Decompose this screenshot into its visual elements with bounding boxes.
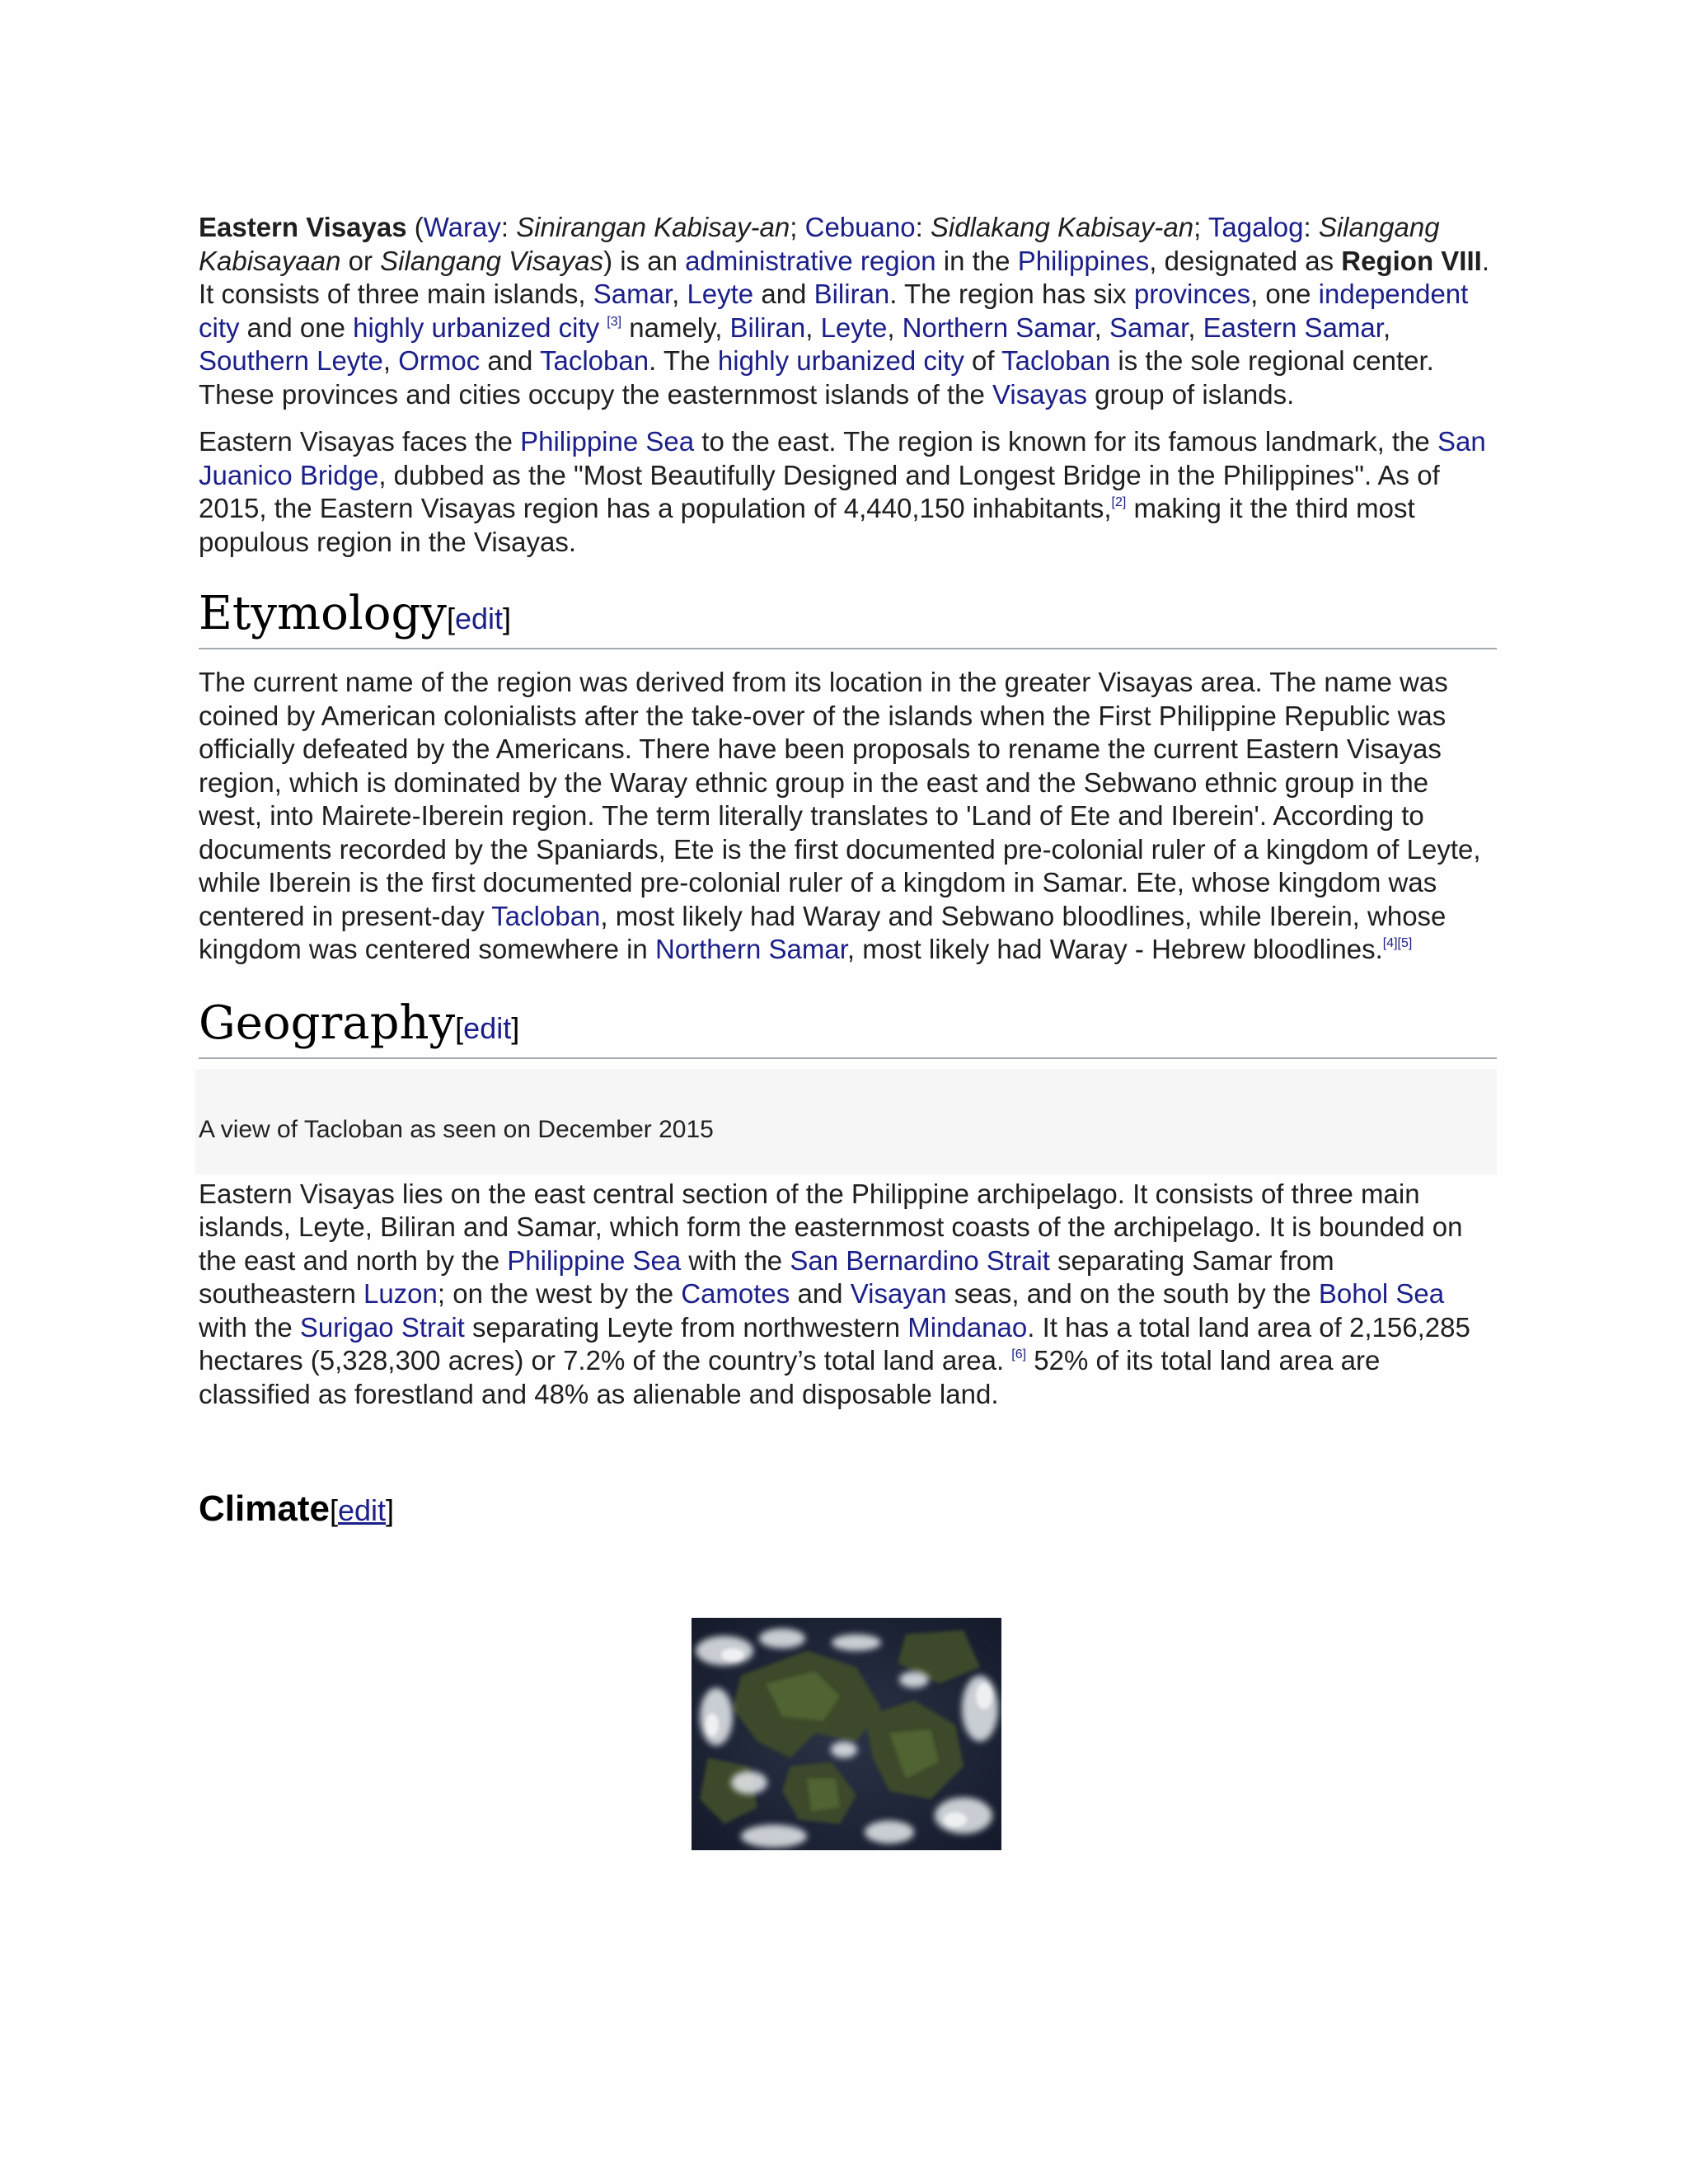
text-run: ,: [1382, 312, 1391, 343]
inline-link[interactable]: Waray: [423, 212, 501, 242]
text-run: Eastern Visayas faces the: [199, 426, 521, 457]
text-run: of: [964, 345, 1002, 376]
inline-link[interactable]: Biliran: [729, 312, 806, 343]
inline-link[interactable]: Samar: [593, 279, 673, 309]
inline-link[interactable]: Tacloban: [540, 345, 649, 376]
intro-paragraph-2: [199, 425, 1497, 559]
text-run: 52% of its total land area are classified as forestland and 48% as alienable and disposable land.: [199, 1345, 1381, 1409]
inline-link[interactable]: Biliran: [814, 279, 890, 309]
tacloban-figure: [195, 1069, 1497, 1174]
inline-link[interactable]: independent city: [199, 279, 1469, 343]
inline-link[interactable]: San Juanico Bridge: [199, 426, 1486, 490]
text-run: separating Leyte from northwestern: [464, 1311, 908, 1343]
figure-caption: A view of Tacloban as seen on December 2015: [199, 1115, 714, 1143]
italic-text: Sidlakang Kabisay-an: [930, 212, 1194, 242]
inline-link[interactable]: Eastern Samar: [1203, 312, 1383, 343]
inline-link[interactable]: Leyte: [820, 312, 888, 343]
text-run: separating Samar from southeastern: [199, 1244, 1334, 1309]
etymology-edit: [edit]: [446, 602, 512, 635]
text-run: or: [340, 245, 381, 276]
inline-link[interactable]: Bohol Sea: [1318, 1278, 1445, 1309]
text-run: , one: [1250, 279, 1319, 309]
text-run: and one: [239, 312, 354, 343]
text-run: ,: [887, 312, 903, 343]
text-run: and: [753, 279, 814, 309]
text-run: , dubbed as the "Most Beautifully Designed and Longest Bridge in the Philippines". As of 2015, the Eastern Visayas region has a population of 4,440,150 inhabitants,: [199, 459, 1440, 523]
inline-link[interactable]: Luzon: [363, 1278, 438, 1309]
bold-text: Region VIII: [1341, 245, 1482, 276]
text-run: with the: [681, 1244, 790, 1276]
inline-link[interactable]: Philippine Sea: [520, 426, 695, 457]
satellite-image[interactable]: [692, 1618, 1001, 1850]
geography-paragraph: [199, 1178, 1497, 1412]
text-run: Eastern Visayas lies on the east central section of the Philippine archipelago. It consists of three main islands, Leyte, Biliran and Samar, which form the easternmost coasts of the archipelago. It is bounded on the east and north by the: [199, 1178, 1463, 1276]
text-run: . It has a total land area of 2,156,285 hectares (5,328,300 acres) or 7.2% of the country’s total land area.: [199, 1311, 1470, 1376]
text-run: [599, 312, 607, 343]
text-run: :: [1303, 212, 1319, 242]
geography-edit: [edit]: [455, 1010, 520, 1045]
inline-link[interactable]: Leyte: [687, 279, 754, 309]
inline-link[interactable]: Ormoc: [398, 345, 481, 376]
etymology-edit-link[interactable]: edit: [454, 602, 504, 635]
intro-paragraph-1: [199, 211, 1497, 411]
text-run: ;: [790, 212, 805, 242]
inline-link[interactable]: Surigao Strait: [299, 1311, 465, 1343]
inline-link[interactable]: Southern Leyte: [199, 345, 383, 376]
inline-link[interactable]: Mindanao: [907, 1311, 1028, 1343]
citation-link[interactable]: [6]: [1011, 1347, 1027, 1361]
bold-text: Eastern Visayas: [199, 212, 407, 242]
climate-heading: [199, 1488, 1497, 1531]
citation-link[interactable]: [4][5]: [1382, 936, 1413, 950]
inline-link[interactable]: Philippine Sea: [507, 1244, 682, 1276]
inline-link[interactable]: Philippines: [1017, 245, 1150, 276]
inline-link[interactable]: Tagalog: [1207, 212, 1304, 242]
inline-link[interactable]: Tacloban: [1001, 345, 1111, 376]
text-run: ) is an: [603, 245, 686, 276]
inline-link[interactable]: administrative region: [685, 245, 936, 276]
text-run: :: [500, 212, 517, 242]
inline-link[interactable]: highly urbanized city: [717, 345, 964, 376]
etymology-paragraph: [199, 666, 1497, 967]
text-run: making it the third most populous region in the Visayas.: [199, 493, 1415, 557]
text-run: , most likely had Waray and Sebwano bloodlines, while Iberein, whose kingdom was centered somewhere in: [199, 900, 1447, 964]
text-run: and: [790, 1278, 851, 1309]
text-run: ,: [672, 279, 687, 309]
satellite-image-graphic: [692, 1618, 1001, 1850]
article: [199, 211, 1497, 1531]
text-run: with the: [199, 1311, 300, 1343]
climate-heading-text: Climate: [199, 1488, 330, 1529]
inline-link[interactable]: Northern Samar: [902, 312, 1095, 343]
text-run: The current name of the region was derived from its location in the greater Visayas area. The name was coined by American colonialists after the take-over of the islands when the First Philippine Republic was officially defeated by the Americans. There have been proposals to rename the current Eastern Visayas region, which is dominated by the Waray ethnic group in the east and the Sebwano ethnic group in the west, into Mairete-Iberein region. The term literally translates to 'Land of Ete and Iberein'. According to documents recorded by the Spaniards, Ete is the first documented pre-colonial ruler of a kingdom of Leyte, while Iberein is the first documented pre-colonial ruler of a kingdom in Samar. Ete, whose kingdom was centered in present-day: [199, 667, 1481, 931]
text-run: ,: [382, 345, 399, 376]
inline-link[interactable]: Camotes: [681, 1278, 790, 1309]
text-run: . The region has six: [889, 279, 1134, 309]
text-run: is the sole regional center. These provinces and cities occupy the easternmost islands of the: [199, 345, 1434, 410]
citation-link[interactable]: [2]: [1111, 495, 1127, 509]
etymology-heading: [199, 587, 1497, 649]
etymology-heading-text: Etymology: [199, 587, 447, 640]
text-run: , designated as: [1149, 245, 1342, 276]
citation-link[interactable]: [3]: [607, 314, 622, 329]
text-run: and: [480, 345, 540, 376]
inline-link[interactable]: Cebuano: [804, 212, 916, 242]
geography-heading: [199, 996, 1497, 1059]
text-run: ;: [1193, 212, 1208, 242]
text-run: group of islands.: [1086, 378, 1295, 410]
text-run: . It consists of three main islands,: [199, 245, 1489, 309]
text-run: ; on the west by the: [437, 1278, 682, 1309]
text-run: seas, and on the south by the: [946, 1278, 1319, 1309]
text-run: to the east. The region is known for its famous landmark, the: [694, 426, 1437, 457]
citation: [607, 315, 621, 329]
inline-link[interactable]: Samar: [1109, 312, 1189, 343]
italic-text: Sinirangan Kabisay-an: [516, 212, 790, 242]
citation: [1011, 1347, 1026, 1361]
italic-text: Silangang Kabisayaan: [199, 212, 1440, 276]
inline-link[interactable]: Northern Samar: [654, 934, 847, 964]
text-run: :: [915, 212, 931, 242]
text-run: ,: [1094, 312, 1109, 343]
citation: [1383, 936, 1413, 950]
text-run: in the: [935, 245, 1018, 276]
citation: [1112, 495, 1127, 509]
text-run: ,: [1188, 312, 1203, 343]
text-run: ,: [805, 312, 821, 343]
geography-edit-link[interactable]: edit: [463, 1010, 512, 1045]
italic-text: Silangang Visayas: [380, 245, 604, 276]
text-run: . The: [649, 345, 718, 376]
inline-link[interactable]: Tacloban: [491, 900, 601, 931]
text-run: , most likely had Waray - Hebrew bloodlines.: [846, 934, 1383, 964]
inline-link[interactable]: Visayas: [992, 378, 1087, 410]
text-run: namely,: [621, 312, 730, 343]
climate-edit-link[interactable]: edit: [337, 1493, 387, 1527]
text-run: (: [406, 212, 424, 242]
inline-link[interactable]: Visayan: [850, 1278, 947, 1309]
inline-link[interactable]: provinces: [1133, 279, 1251, 309]
climate-edit: [edit]: [329, 1493, 395, 1527]
inline-link[interactable]: highly urbanized city: [353, 312, 600, 343]
inline-link[interactable]: San Bernardino Strait: [790, 1244, 1050, 1276]
geography-heading-text: Geography: [199, 996, 456, 1050]
